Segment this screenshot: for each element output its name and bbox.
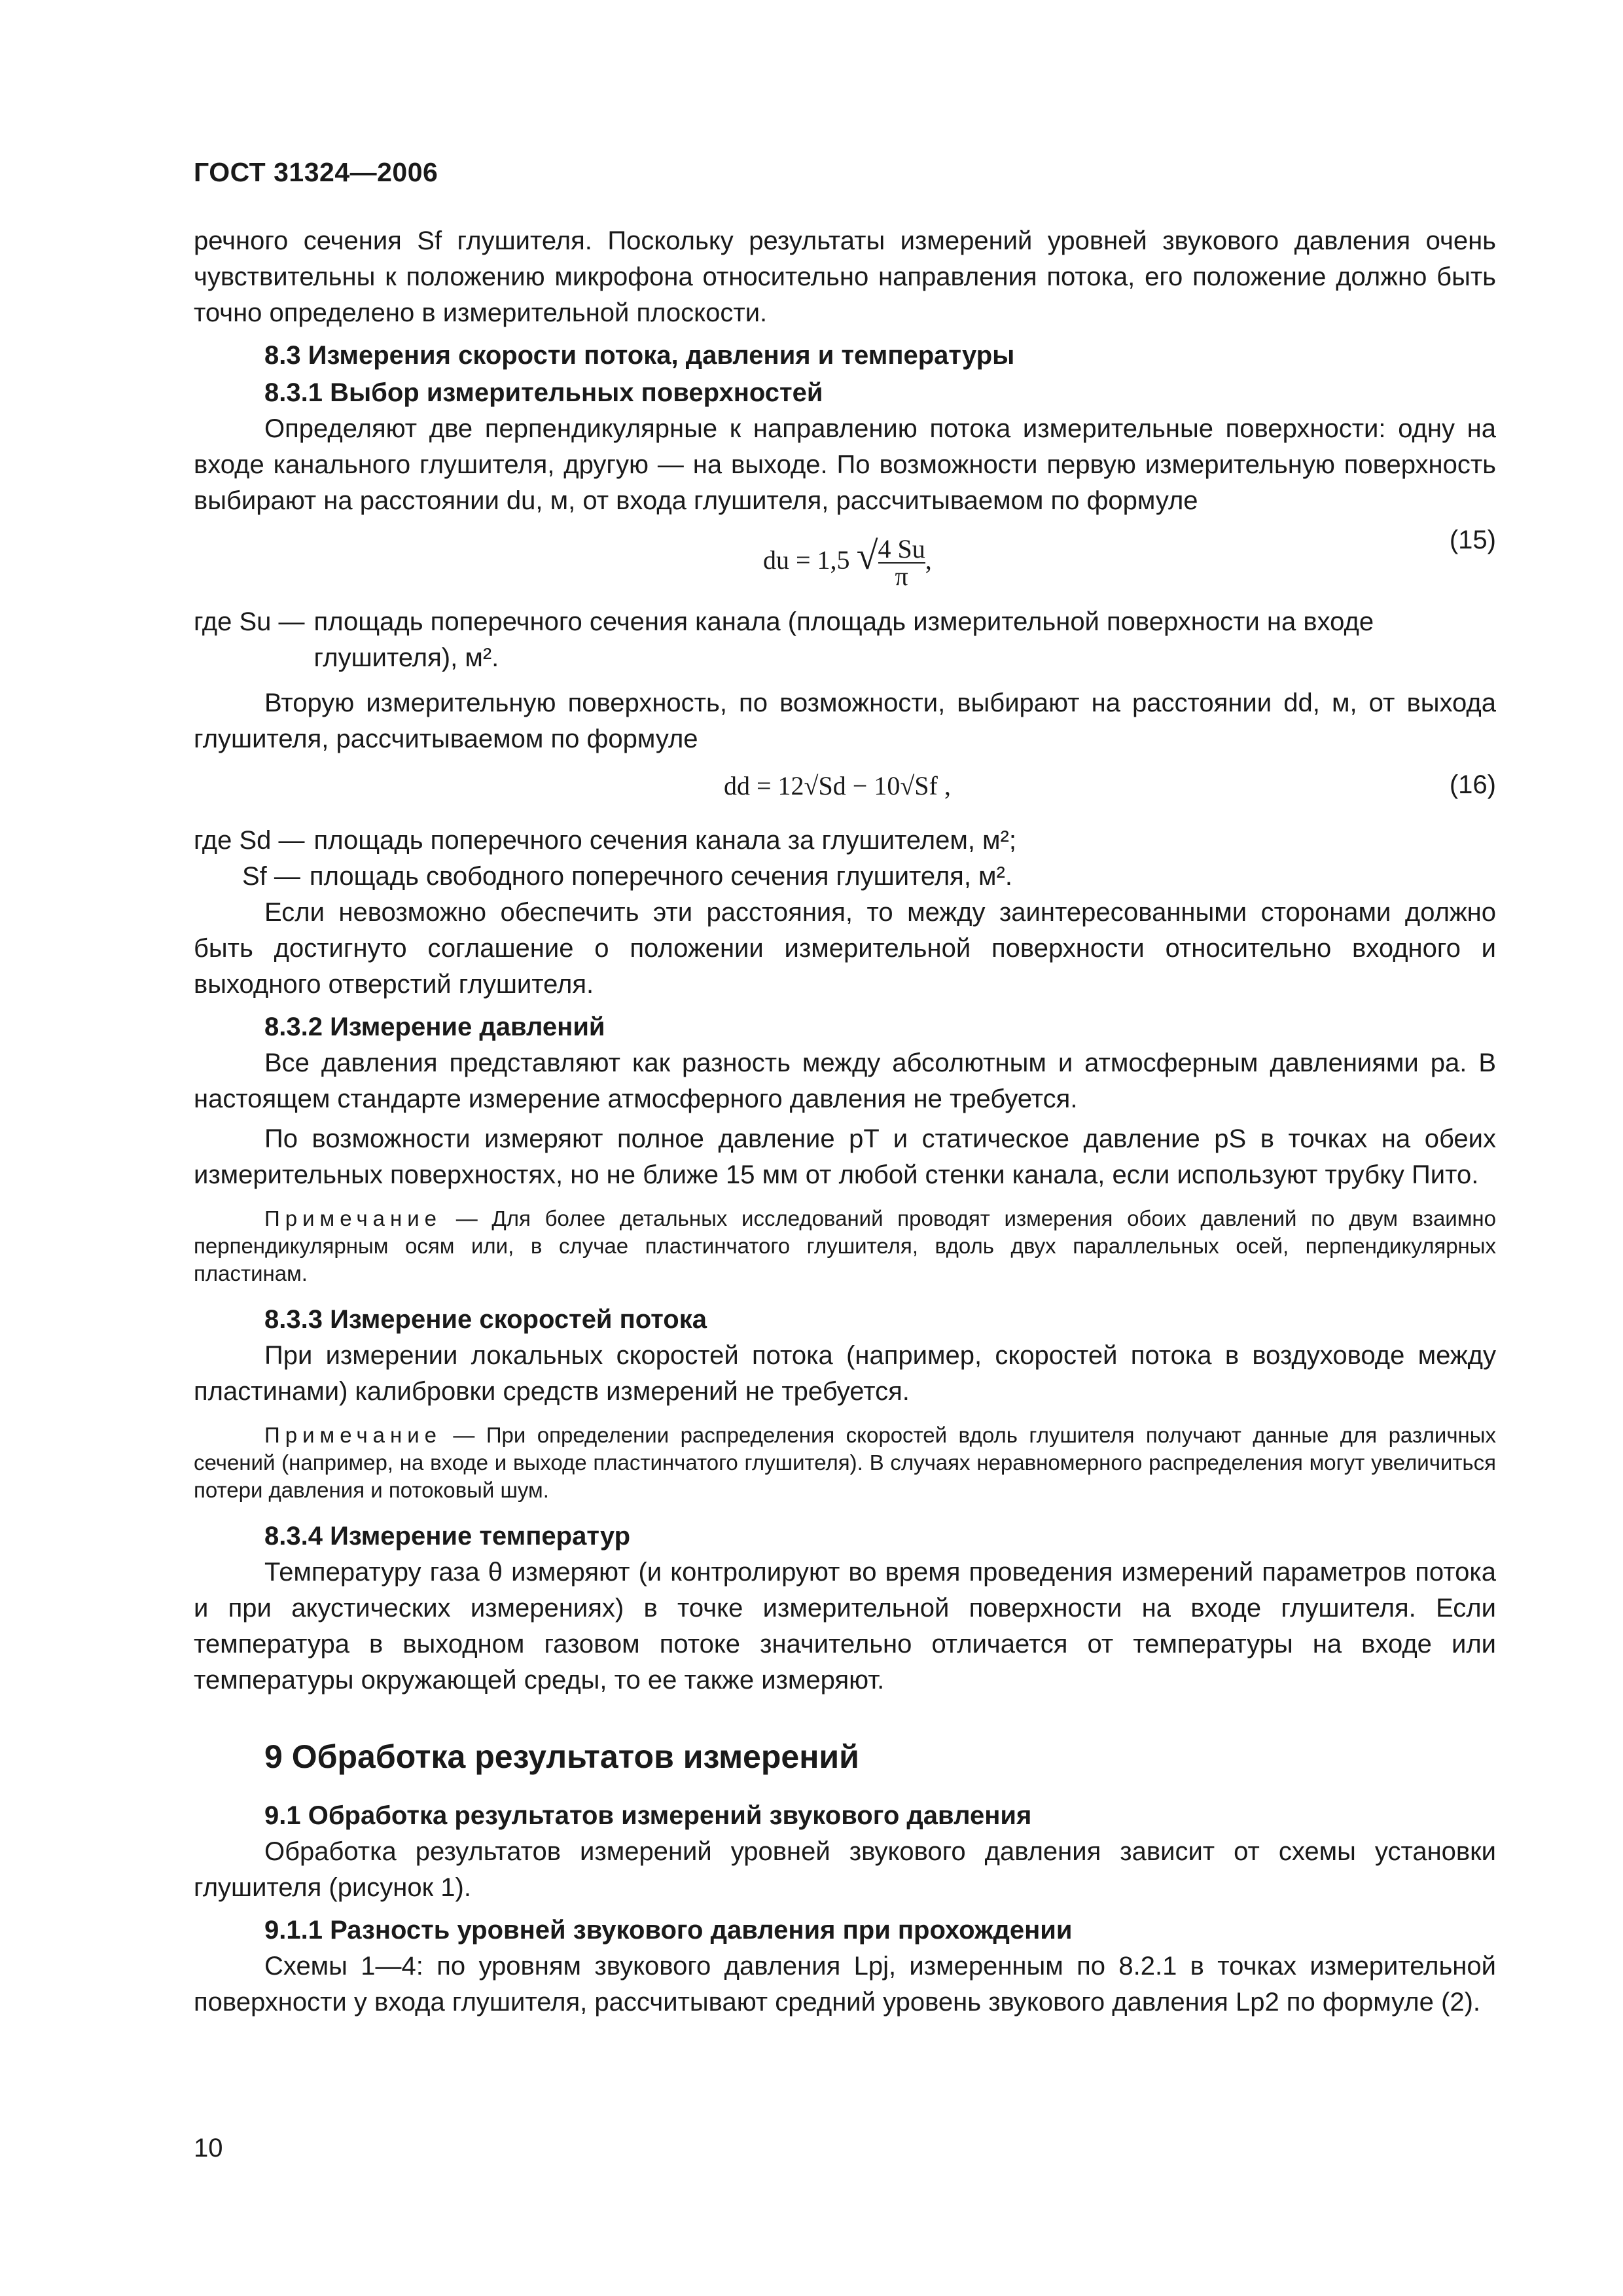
formula-15: du = 1,5 √ $\frac{4 Su}{\pi}$ , (15) <box>763 526 1496 591</box>
paragraph-8-3-1: Определяют две перпендикулярные к направлению потока измерительные поверхности: одну на входе канального глушителя, другую — на выходе. По возможности первую измерительную поверхность выбирают на расстоянии du, м, от входа глушителя, рассчитываемом по формуле <box>194 414 1496 515</box>
paragraph-8-3-4: Температуру газа θ измеряют (и контролируют во время проведения измерений параметров потока и при акустических измерениях) в точке измерительной поверхности на входе глушителя. Если температура в выходном газовом потоке значительно отличается от температуры на входе или температуры окружающей среды, то ее также измеряют. <box>194 1558 1496 1695</box>
formula-15-number: (15) <box>1449 526 1496 554</box>
heading-8-3-3: 8.3.3 Измерение скоростей потока <box>264 1305 707 1334</box>
heading-9-1-1: 9.1.1 Разность уровней звукового давления при прохождении <box>264 1916 1073 1945</box>
paragraph-8-3-2-a: Все давления представляют как разность между абсолютным и атмосферным давлениями pa. В настоящем стандарте измерение атмосферного давления не требуется. <box>194 1049 1496 1113</box>
formula-15-lhs: du = 1,5 <box>763 545 850 575</box>
paragraph-9-1-1: Схемы 1—4: по уровням звукового давления Lpj, измеренным по 8.2.1 в точках измерительной поверхности у входа глушителя, рассчитывают средний уровень звукового давления Lp2 по формуле (2). <box>194 1952 1496 2017</box>
note-2-label: Примечание <box>264 1423 442 1447</box>
where-15-text: площадь поперечного сечения канала (площадь измерительной поверхности на входе глушителя), м². <box>313 607 1374 672</box>
formula-15-numerator: 4 Su <box>878 533 925 564</box>
where-16-a-text: площадь поперечного сечения канала за глушителем, м²; <box>313 826 1016 855</box>
paragraph-9-1: Обработка результатов измерений уровней звукового давления зависит от схемы установки глушителя (рисунок 1). <box>194 1837 1496 1902</box>
heading-9: 9 Обработка результатов измерений <box>264 1738 859 1775</box>
heading-8-3-1: 8.3.1 Выбор измерительных поверхностей <box>264 378 823 407</box>
formula-15-tail: , <box>925 545 932 575</box>
heading-9-1: 9.1 Обработка результатов измерений звукового давления <box>264 1801 1032 1830</box>
paragraph-8-3-2-b: По возможности измеряют полное давление pT и статическое давление pS в точках на обеих измерительных поверхностях, но не ближе 15 мм от любой стенки канала, если используют трубку Пито. <box>194 1124 1496 1189</box>
where-16-b-text: площадь свободного поперечного сечения глушителя, м². <box>309 862 1012 891</box>
heading-8-3-2: 8.3.2 Измерение давлений <box>264 1013 605 1041</box>
formula-16 <box>194 757 1496 823</box>
note-2-text: — При определении распределения скоростей вдоль глушителя получают данные для различных сечений (например, на входе и выходе пластинчатого глушителя). В случаях неравномерного распределения могут увеличиться потери давления и потоковый шум. <box>194 1423 1496 1502</box>
heading-8-3: 8.3 Измерения скорости потока, давления и температуры <box>264 341 1015 370</box>
where-16-b-symbol: Sf — <box>242 862 300 891</box>
note-1-text: — Для более детальных исследований проводят измерения обоих давлений по двум взаимно перпендикулярным осям или, в случае пластинчатого глушителя, вдоль двух параллельных осей, перпендикулярных пластинам. <box>194 1206 1496 1285</box>
paragraph-intro: речного сечения Sf глушителя. Поскольку результаты измерений уровней звукового давления очень чувствительны к положению микрофона относительно направления потока, его положение должно быть точно определено в измерительной плоскости. <box>194 226 1496 327</box>
paragraph-8-3-3: При измерении локальных скоростей потока (например, скоростей потока в воздуховоде между пластинами) калибровки средств измерений не требуется. <box>194 1341 1496 1406</box>
formula-16-expression: dd = 12√Sd − 10√Sf , <box>724 771 951 800</box>
formula-16-number: (16) <box>1449 770 1496 799</box>
where-16-b <box>194 859 1496 895</box>
document-page <box>194 157 1496 2020</box>
where-16-a-symbol: где Sd — <box>194 826 305 855</box>
paragraph-second-surface: Вторую измерительную поверхность, по возможности, выбирают на расстоянии dd, м, от выхода глушителя, рассчитываемом по формуле <box>194 689 1496 753</box>
where-15-symbol: где Su — <box>194 607 305 636</box>
note-2 <box>194 1422 1496 1504</box>
standard-header: ГОСТ 31324—2006 <box>194 157 438 187</box>
where-15 <box>194 604 1496 676</box>
paragraph-impossible: Если невозможно обеспечить эти расстояния, то между заинтересованными сторонами должно быть достигнуто соглашение о положении измерительной поверхности относительно входного и выходного отверстий глушителя. <box>194 898 1496 999</box>
where-16-a <box>194 823 1496 859</box>
page-number: 10 <box>194 2134 223 2162</box>
heading-8-3-4: 8.3.4 Измерение температур <box>264 1522 631 1551</box>
note-1-label: Примечание <box>264 1206 442 1230</box>
note-1 <box>194 1205 1496 1287</box>
formula-15-denominator: π <box>895 561 908 591</box>
